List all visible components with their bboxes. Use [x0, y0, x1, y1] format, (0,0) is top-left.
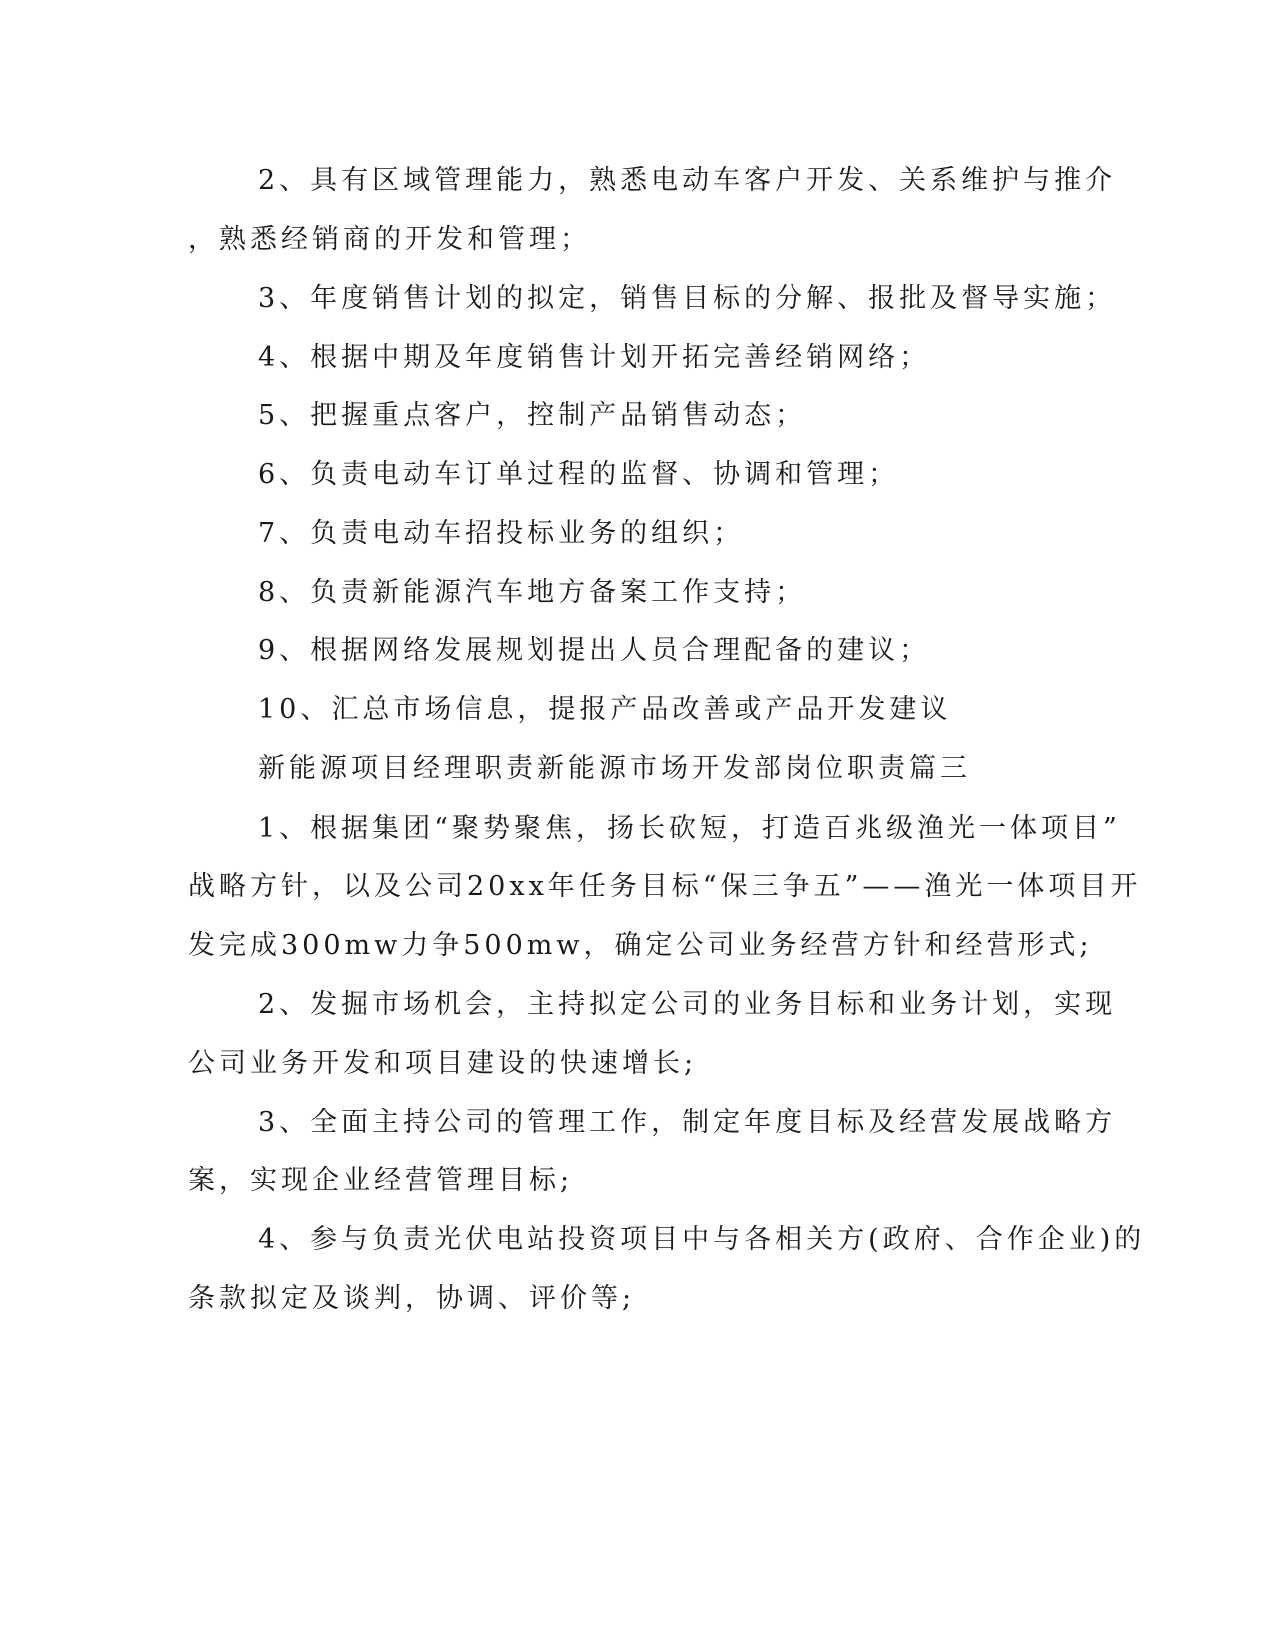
paragraph-line: 1、根据集团“聚势聚焦，扬长砍短，打造百兆级渔光一体项目”	[258, 813, 1121, 844]
paragraph-line: 6、负责电动车订单过程的监督、协调和管理；	[258, 459, 900, 490]
paragraph-line: 4、参与负责光伏电站投资项目中与各相关方(政府、合作企业)的	[258, 1224, 1146, 1255]
paragraph-line: 案，实现企业经营管理目标;	[188, 1165, 574, 1196]
paragraph-line: 3、年度销售计划的拟定，销售目标的分解、报批及督导实施；	[258, 283, 1117, 314]
paragraph-line: 公司业务开发和项目建设的快速增长;	[188, 1048, 698, 1079]
section-heading: 新能源项目经理职责新能源市场开发部岗位职责篇三	[258, 753, 971, 784]
paragraph-line: ，熟悉经销商的开发和管理；	[188, 224, 591, 255]
paragraph-line: 5、把握重点客户，控制产品销售动态；	[258, 400, 807, 431]
paragraph-line: 2、发掘市场机会，主持拟定公司的业务目标和业务计划，实现	[258, 989, 1117, 1020]
paragraph-line: 2、具有区域管理能力，熟悉电动车客户开发、关系维护与推介	[258, 165, 1117, 196]
paragraph-line: 9、根据网络发展规划提出人员合理配备的建议；	[258, 635, 931, 666]
paragraph-line: 4、根据中期及年度销售计划开拓完善经销网络；	[258, 342, 931, 373]
paragraph-line: 条款拟定及谈判，协调、评价等;	[188, 1283, 636, 1314]
paragraph-line: 3、全面主持公司的管理工作，制定年度目标及经营发展战略方	[258, 1107, 1117, 1138]
paragraph-line: 8、负责新能源汽车地方备案工作支持；	[258, 577, 807, 608]
paragraph-line: 发完成300mw力争500mw，确定公司业务经营方针和经营形式;	[188, 930, 1093, 961]
paragraph-line: 10、汇总市场信息，提报产品改善或产品开发建议	[258, 694, 952, 725]
paragraph-line: 7、负责电动车招投标业务的组织；	[258, 518, 745, 549]
paragraph-line: 战略方针，以及公司20xx年任务目标“保三争五”——渔光一体项目开	[188, 871, 1142, 902]
